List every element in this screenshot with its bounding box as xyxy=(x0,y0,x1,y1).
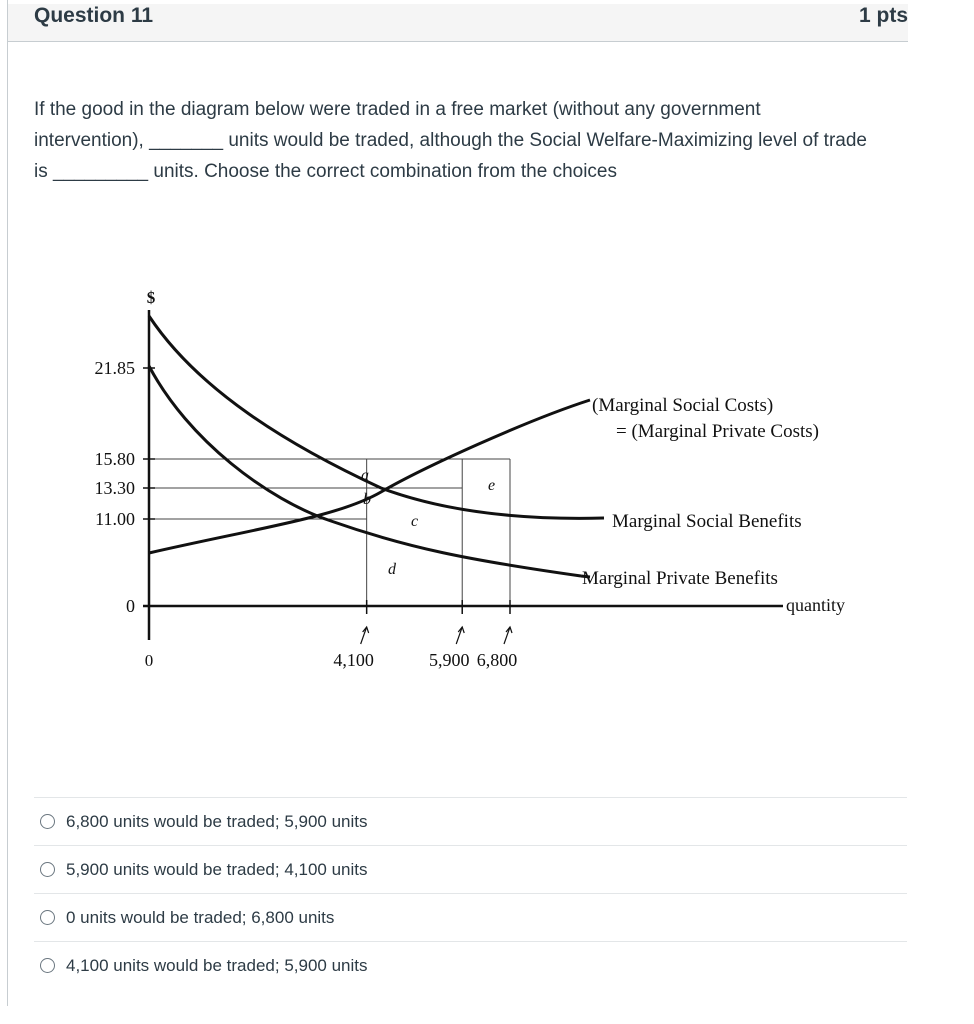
answer-option[interactable] xyxy=(34,797,907,845)
question-text-line: If the good in the diagram below were traded in a free market (without any government xyxy=(34,99,761,120)
y-tick-label: 11.00 xyxy=(95,509,135,529)
answer-option[interactable] xyxy=(34,893,907,941)
question-header xyxy=(8,4,908,42)
x-tick-label: 4,100 xyxy=(333,650,374,670)
area-label-d: d xyxy=(388,561,396,578)
externality-diagram xyxy=(8,270,908,690)
question-title: Question 11 xyxy=(34,4,154,27)
y-tick-label: 15.80 xyxy=(94,449,135,469)
area-label-b: b xyxy=(363,491,371,508)
radio-button[interactable] xyxy=(40,862,55,877)
mpc-label: = (Marginal Private Costs) xyxy=(616,421,819,442)
answer-list xyxy=(34,797,907,989)
x-tick-label: 0 xyxy=(144,651,154,670)
y-tick-label: 21.85 xyxy=(94,358,135,378)
msc-mpc-curve xyxy=(149,400,590,553)
area-label-e: e xyxy=(488,477,496,494)
question-text-line: intervention), _______ units would be traded, although the Social Welfare-Maximizing level of trade xyxy=(34,130,867,151)
question-points: 1 pts xyxy=(858,4,908,27)
x-tick-label: 6,800 xyxy=(476,650,518,670)
answer-label: 4,100 units would be traded; 5,900 units xyxy=(66,955,368,975)
radio-button[interactable] xyxy=(40,910,55,925)
tick-pointer-arrow xyxy=(456,627,462,644)
area-label-a: a xyxy=(361,467,369,484)
area-label-c: c xyxy=(411,513,419,530)
msb-label: Marginal Social Benefits xyxy=(612,511,802,532)
answer-label: 5,900 units would be traded; 4,100 units xyxy=(66,859,368,879)
y-tick-label: 0 xyxy=(126,596,135,616)
y-axis-label: $ xyxy=(146,288,156,307)
msc-label: (Marginal Social Costs) xyxy=(592,395,774,416)
question-card xyxy=(7,0,908,1006)
y-tick-label: 13.30 xyxy=(94,478,135,498)
radio-button[interactable] xyxy=(40,814,55,829)
mpb-label: Marginal Private Benefits xyxy=(582,568,778,589)
question-text xyxy=(34,94,914,187)
answer-option[interactable] xyxy=(34,845,907,893)
question-text-line: is _________ units. Choose the correct combination from the choices xyxy=(34,161,617,182)
x-tick-label: 5,900 xyxy=(428,650,470,670)
x-axis-label: quantity xyxy=(786,595,845,615)
answer-label: 6,800 units would be traded; 5,900 units xyxy=(66,811,368,831)
answer-label: 0 units would be traded; 6,800 units xyxy=(66,907,335,927)
radio-button[interactable] xyxy=(40,958,55,973)
tick-pointer-arrow xyxy=(361,627,367,644)
tick-pointer-arrow xyxy=(504,627,510,644)
answer-option[interactable] xyxy=(34,941,907,989)
